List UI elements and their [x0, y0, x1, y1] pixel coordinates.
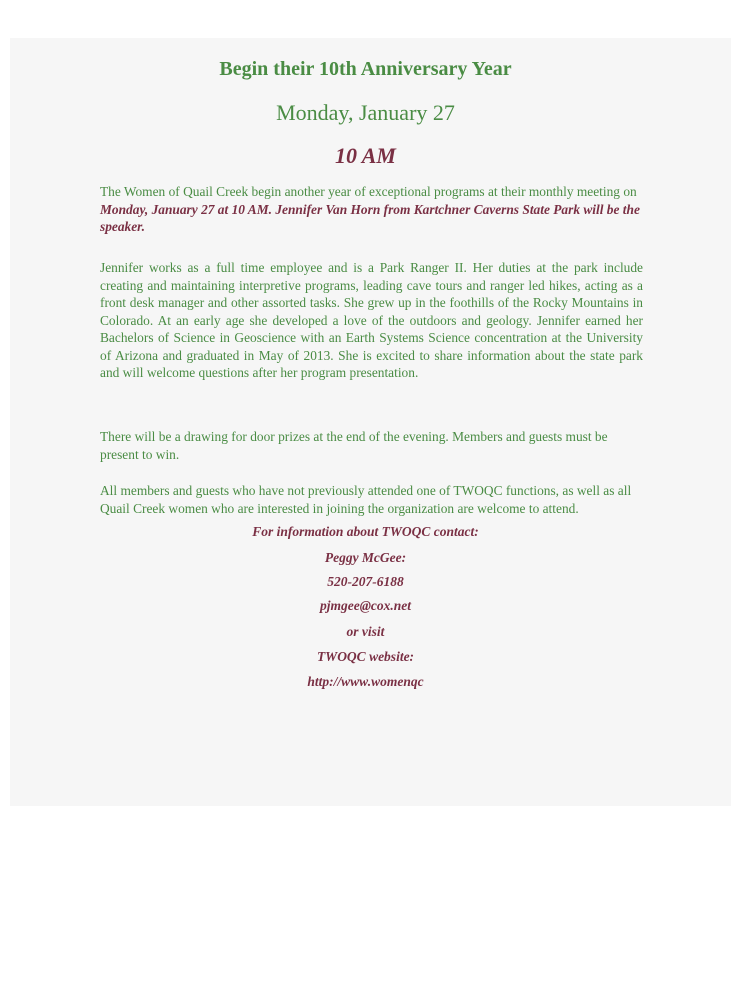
website-url[interactable]: http://www.womenqc — [307, 674, 424, 689]
event-date: Monday, January 27 — [276, 100, 455, 125]
speaker-bio-paragraph: Jennifer works as a full time employee and is a Park Ranger II. Her duties at the park include creating and maintaining interpretive programs, leading cave tours and ranger led hikes, acting as a front desk manager and other assorted tasks. She grew up in the foothills of the Rocky Mountains in Colorado. At an early age she developed a love of the outdoors and geology. Jennifer earned her Bachelors of Science in Geoscience with an Earth Systems Science concentration at the University of Arizona and graduated in May of 2013. She is excited to share information about the state park and will welcome questions after her program presentation. — [100, 260, 643, 380]
event-time: 10 AM — [335, 143, 396, 168]
contact-heading: For information about TWOQC contact: — [252, 524, 479, 539]
contact-phone: 520-207-6188 — [327, 574, 404, 589]
contact-or-visit: or visit — [346, 624, 385, 639]
intro-paragraph — [100, 183, 643, 236]
flyer-title: Begin their 10th Anniversary Year — [219, 58, 512, 80]
contact-email[interactable]: pjmgee@cox.net — [319, 598, 412, 613]
contact-name: Peggy McGee: — [324, 550, 407, 565]
website-label: TWOQC website: — [316, 649, 415, 664]
door-prize-paragraph: There will be a drawing for door prizes at the end of the evening. Members and guests must be present to win. — [100, 429, 608, 462]
intro-emphasis: Monday, January 27 at 10 AM. Jennifer Van Horn from Kartchner Caverns State Park will be the speaker. — [100, 201, 640, 234]
intro-text: The Women of Quail Creek begin another year of exceptional programs at their monthly meeting on — [100, 184, 637, 199]
invitation-paragraph: All members and guests who have not previously attended one of TWOQC functions, as well as all Quail Creek women who are interested in joining the organization are welcome to attend. — [100, 483, 632, 516]
